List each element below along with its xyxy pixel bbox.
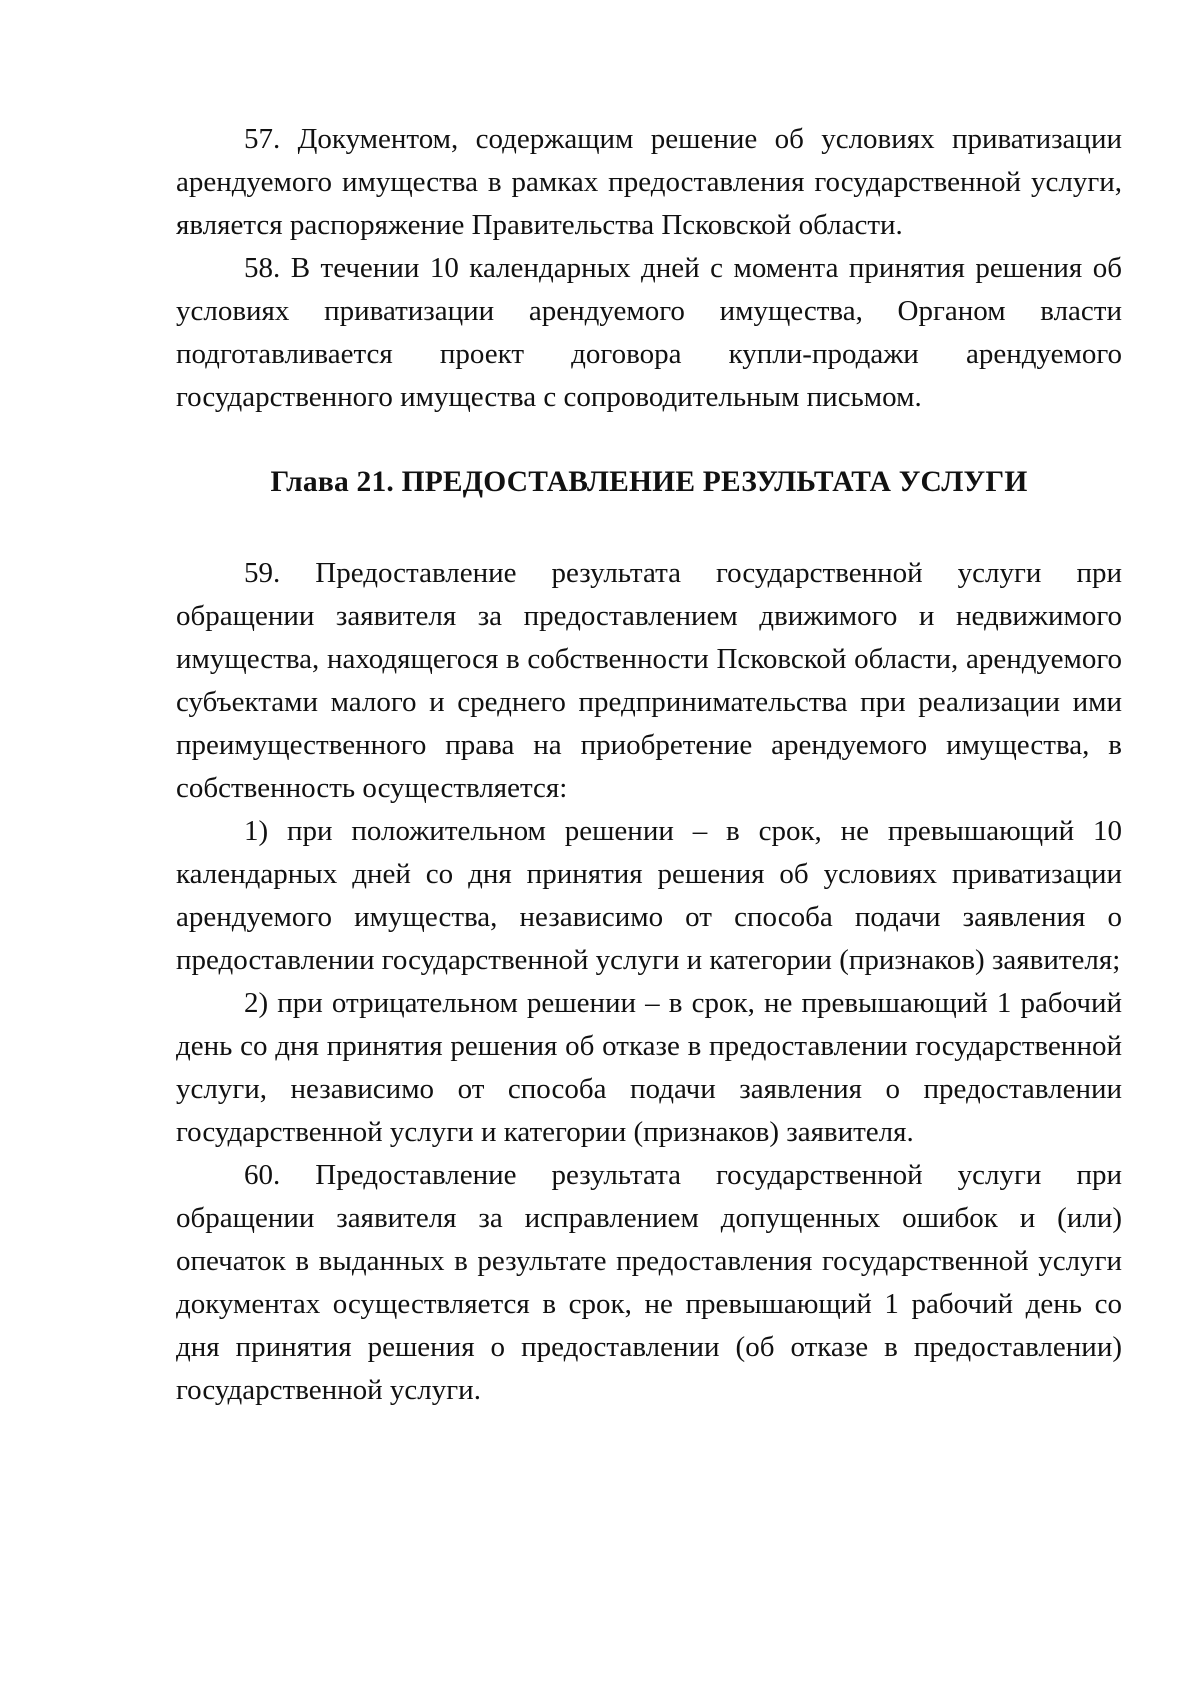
paragraph-59-item-1: 1) при положительном решении – в срок, не превышающий 10 календарных дней со дня принятия решения об условиях приватизации арендуемого имущества, независимо от способа подачи заявления о предоставлении государственной услуги и категории (признаков) заявителя; bbox=[176, 815, 1122, 976]
paragraph-59: 59. Предоставление результата государственной услуги при обращении заявителя за предоставлением движимого и недвижимого имущества, находящегося в собственности Псковской области, арендуемого субъектами малого и среднего предпринимательства при реализации ими преимущественного права на приобретение арендуемого имущества, в собственность осуществляется: bbox=[176, 557, 1122, 804]
paragraph-60: 60. Предоставление результата государственной услуги при обращении заявителя за исправлением допущенных ошибок и (или) опечаток в выданных в результате предоставления государственной услуги документах осуществляется в срок, не превышающий 1 рабочий день со дня принятия решения о предоставлении (об отказе в предоставлении) государственной услуги. bbox=[176, 1159, 1122, 1406]
chapter-heading: Глава 21. ПРЕДОСТАВЛЕНИЕ РЕЗУЛЬТАТА УСЛУГИ bbox=[270, 466, 1028, 498]
paragraph-57: 57. Документом, содержащим решение об условиях приватизации арендуемого имущества в рамках предоставления государственной услуги, является распоряжение Правительства Псковской области. bbox=[176, 123, 1122, 241]
paragraph-59-item-2: 2) при отрицательном решении – в срок, не превышающий 1 рабочий день со дня принятия решения об отказе в предоставлении государственной услуги, независимо от способа подачи заявления о предоставлении государственной услуги и категории (признаков) заявителя. bbox=[176, 987, 1122, 1148]
paragraph-58: 58. В течении 10 календарных дней с момента принятия решения об условиях приватизации арендуемого имущества, Органом власти подготавливается проект договора купли-продажи арендуемого государственного имущества с сопроводительным письмом. bbox=[176, 252, 1122, 413]
document-body bbox=[176, 118, 1122, 1412]
